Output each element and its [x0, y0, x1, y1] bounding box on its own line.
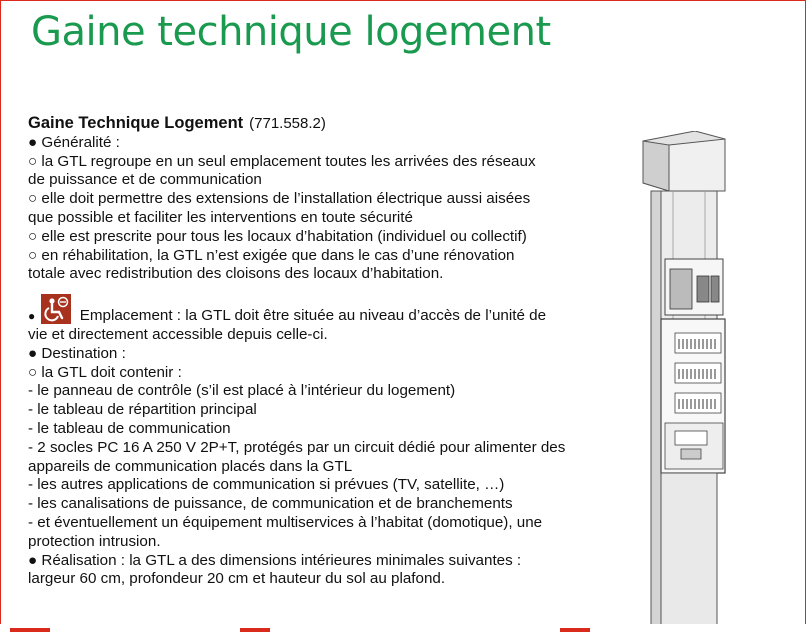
- destination-line: ○ la GTL doit contenir :: [28, 363, 182, 381]
- text-body: [28, 114, 618, 589]
- generalite-line: totale avec redistribution des cloisons des locaux d’habitation.: [28, 265, 444, 283]
- generalite-line: de puissance et de communication: [28, 171, 262, 189]
- destination-line: - le tableau de répartition principal: [28, 401, 257, 419]
- destination-line: - le panneau de contrôle (s’il est placé à l’intérieur du logement): [28, 382, 456, 400]
- realisation-line-2: largeur 60 cm, profondeur 20 cm et hauteur du sol au plafond.: [28, 570, 446, 588]
- generalite-line: que possible et faciliter les interventions en toute sécurité: [28, 208, 413, 226]
- generalite-line: ○ elle doit permettre des extensions de l’installation électrique aussi aisées: [28, 190, 531, 208]
- destination-line: protection intrusion.: [28, 532, 161, 550]
- heading-name: Gaine Technique Logement: [28, 114, 244, 132]
- section-heading: [28, 114, 618, 134]
- destination-line: - les autres applications de communication si prévues (TV, satellite, …): [28, 476, 505, 494]
- destination-line: - le tableau de communication: [28, 419, 231, 437]
- emplacement-line-2: vie et directement accessible depuis celle-ci.: [28, 325, 328, 343]
- destination-line: - et éventuellement un équipement multiservices à l’habitat (domotique), une: [28, 513, 543, 531]
- destination-line: appareils de communication placés dans la GTL: [28, 457, 353, 475]
- generalite-line: ○ la GTL regroupe en un seul emplacement toutes les arrivées des réseaux: [28, 152, 536, 170]
- destination-line: - les canalisations de puissance, de communication et de branchements: [28, 495, 513, 513]
- bottom-decor-strip: [0, 624, 806, 632]
- emplacement-line: [28, 294, 618, 326]
- wheelchair-access-icon: [41, 294, 71, 324]
- destination-label: ● Destination :: [28, 344, 126, 362]
- generalite-line: ○ elle est prescrite pour tous les locaux d’habitation (individuel ou collectif): [28, 227, 527, 245]
- emplacement-text: Emplacement : la GTL doit être située au niveau d’accès de l’unité de: [79, 307, 547, 325]
- gtl-column-illustration: [635, 131, 731, 631]
- realisation-line: ● Réalisation : la GTL a des dimensions intérieures minimales suivantes :: [28, 551, 522, 569]
- bullet: ●: [28, 309, 36, 324]
- generalite-line: ○ en réhabilitation, la GTL n’est exigée que dans le cas d’une rénovation: [28, 246, 515, 264]
- generalite-label: ● Généralité :: [28, 133, 120, 151]
- destination-line: - 2 socles PC 16 A 250 V 2P+T, protégés par un circuit dédié pour alimenter des: [28, 438, 566, 456]
- page-title: Gaine technique logement: [31, 9, 551, 55]
- heading-code: (771.558.2): [249, 115, 326, 132]
